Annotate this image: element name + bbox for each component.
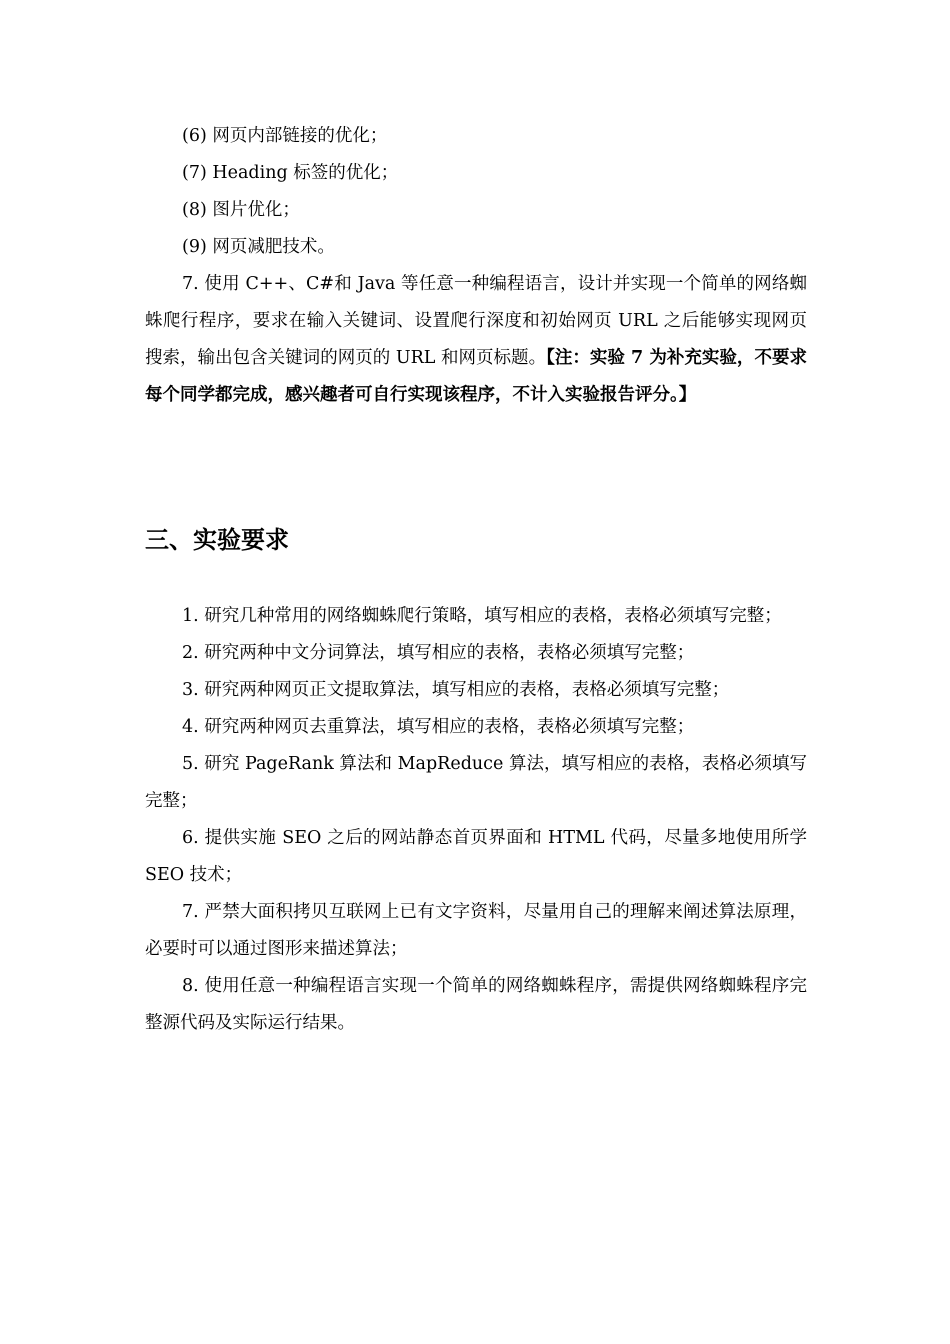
list-item: (8) 图片优化； xyxy=(182,200,300,220)
list-item: (6) 网页内部链接的优化； xyxy=(182,126,388,146)
requirements-list xyxy=(145,598,807,1042)
list-item: 8. 使用任意一种编程语言实现一个简单的网络蜘蛛程序，需提供网络蜘蛛程序完整源代码及实际运行结果。 xyxy=(145,976,807,1033)
list-item: 3. 研究两种网页正文提取算法，填写相应的表格，表格必须填写完整； xyxy=(182,680,730,700)
list-item: 1. 研究几种常用的网络蜘蛛爬行策略，填写相应的表格，表格必须填写完整； xyxy=(182,606,782,626)
list-item: 7. 严禁大面积拷贝互联网上已有文字资料，尽量用自己的理解来阐述算法原理，必要时可以通过图形来描述算法； xyxy=(145,902,807,959)
item-7-note: 【注：实验 7 为补充实验，不要求每个同学都完成，感兴趣者可自行实现该程序，不计入实验报告评分。】 xyxy=(145,348,807,405)
list-item: (9) 网页减肥技术。 xyxy=(182,237,335,257)
list-item: 6. 提供实施 SEO 之后的网站静态首页界面和 HTML 代码，尽量多地使用所学 SEO 技术； xyxy=(145,828,807,885)
item-7-paragraph xyxy=(145,266,807,414)
item-7-text: 7. 使用 C++、C#和 Java 等任意一种编程语言，设计并实现一个简单的网络蜘蛛爬行程序，要求在输入关键词、设置爬行深度和初始网页 URL 之后能够实现网页搜索，输出包含关键词的网页的 URL 和网页标题。 xyxy=(145,274,807,368)
list-item: 4. 研究两种网页去重算法，填写相应的表格，表格必须填写完整； xyxy=(182,717,695,737)
section-heading: 三、实验要求 xyxy=(145,526,289,554)
experiment-content-list xyxy=(145,118,807,414)
list-item: 2. 研究两种中文分词算法，填写相应的表格，表格必须填写完整； xyxy=(182,643,695,663)
list-item: 5. 研究 PageRank 算法和 MapReduce 算法，填写相应的表格，表格必须填写完整； xyxy=(145,754,807,811)
list-item: (7) Heading 标签的优化； xyxy=(182,163,399,183)
